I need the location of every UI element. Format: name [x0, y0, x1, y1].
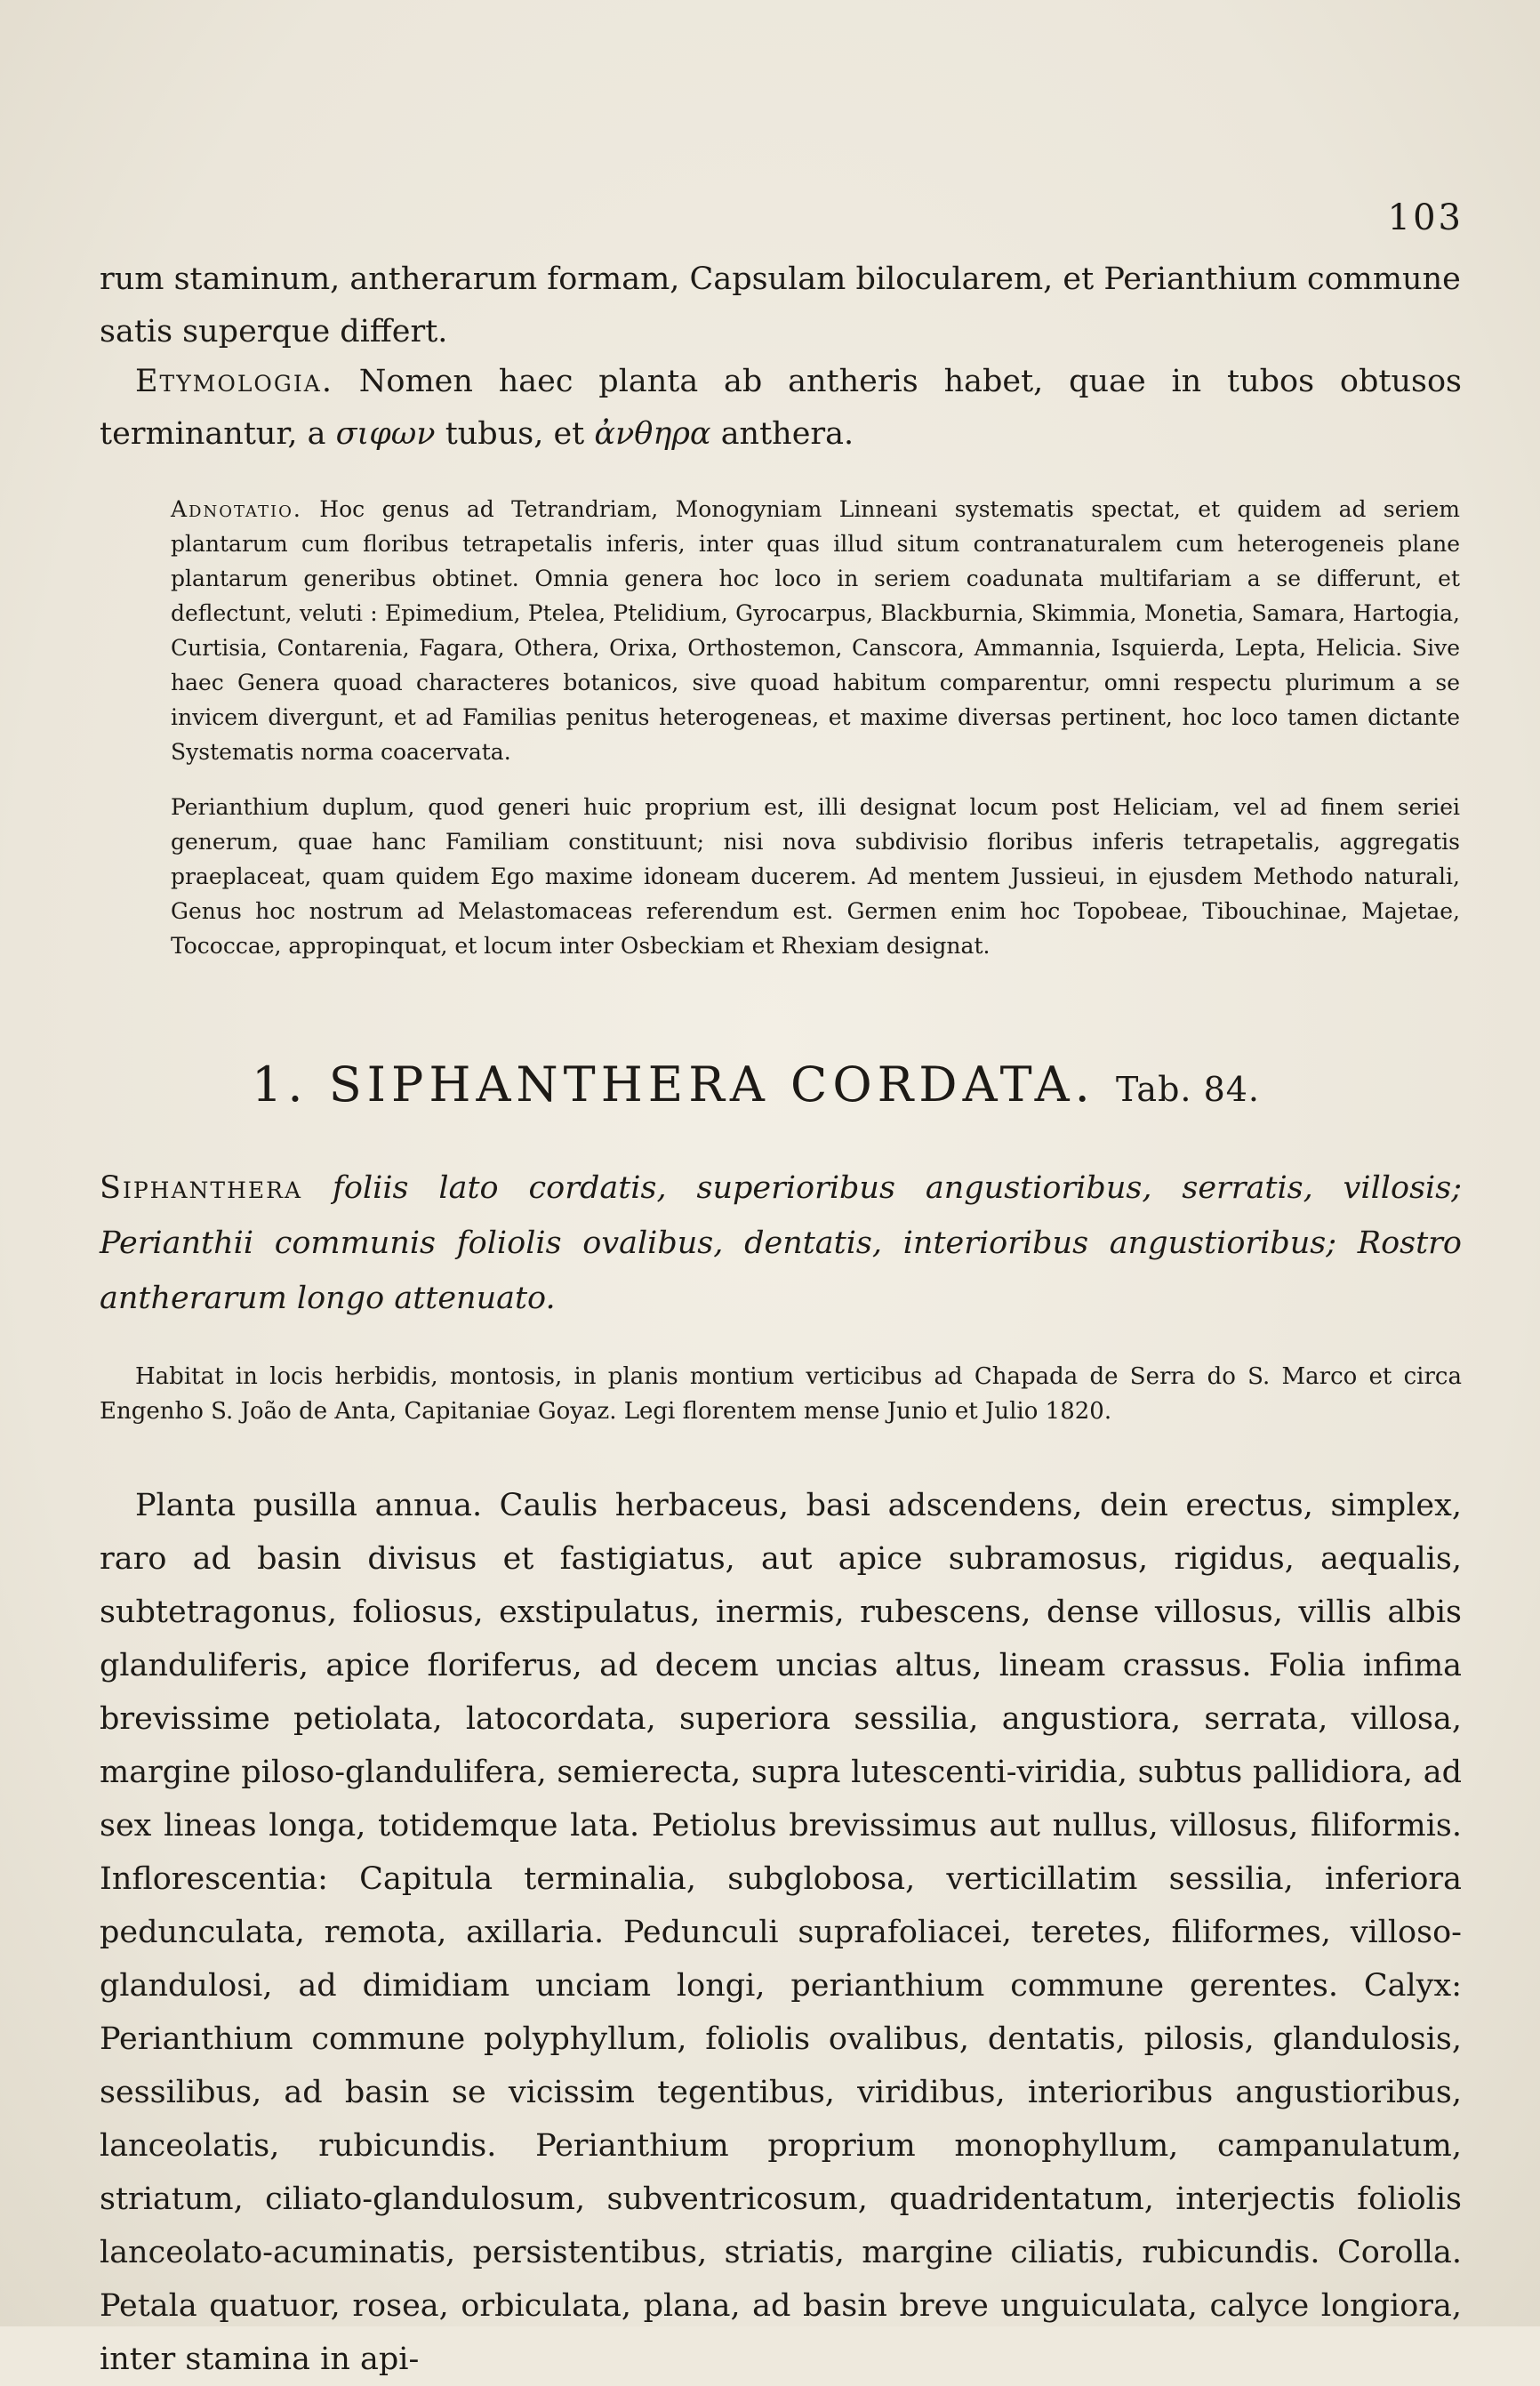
- top-line-1: rum staminum, antherarum formam, Capsulam bilocularem, et Perianthium commune: [100, 261, 1461, 297]
- species-name: SIPHANTHERA CORDATA.: [328, 1056, 1095, 1113]
- page-number: 103: [1387, 197, 1464, 238]
- etymologia-mid: tubus, et: [445, 416, 585, 452]
- etymologia-end: anthera.: [720, 416, 854, 452]
- habitat-paragraph: [100, 1360, 1462, 1428]
- greek-siphon: σιφων: [335, 416, 436, 452]
- plate-reference: Tab. 84.: [1116, 1070, 1260, 1109]
- species-number: 1.: [251, 1056, 309, 1113]
- diagnosis-genus: Siphanthera: [100, 1170, 303, 1206]
- description-text: Planta pusilla annua. Caulis herbaceus, basi adscendens, dein erectus, simplex, raro ad basin divisus et fastigiatus, aut apice subramosus, rigidus, aequalis, subtetragonus, foliosus, exstipulatus, inermis, rubescens, dense villosus, villis albis glanduliferis, apice floriferus, ad decem uncias altus, lineam crassus. Folia infima brevissime petiolata, latocordata, superiora sessilia, angustiora, serrata, villosa, margine piloso-glandulifera, semierecta, supra lutescenti-viridia, subtus pallidiora, ad sex lineas longa, totidemque lata. Petiolus brevissimus aut nullus, villosus, filiformis. Inflorescentia: Capitula terminalia, subglobosa, verticillatim sessilia, inferiora pedunculata, remota, axillaria. Pedunculi suprafoliacei, teretes, filiformes, villoso-glandulosi, ad dimidiam unciam longi, perianthium commune gerentes. Calyx: Perianthium commune polyphyllum, foliolis ovalibus, dentatis, pilosis, glandulosis, sessilibus, ad basin se vicissim tegentibus, viridibus, interioribus angustioribus, lanceolatis, rubicundis. Perianthium proprium monophyllum, campanulatum, striatum, ciliato-glandulosum, subventricosum, quadridentatum, interjectis foliolis lanceolato-acuminatis, persistentibus, striatis, margine ciliatis, rubicundis. Corolla. Petala quatuor, rosea, orbiculata, plana, ad basin breve unguiculata, calyce longiora, inter stamina in api-: [100, 1488, 1462, 2377]
- etymologia-label: Etymologia.: [135, 364, 333, 399]
- adnotatio-label: Adnotatio.: [171, 496, 302, 522]
- etymologia-text: Nomen haec planta ab antheris habet, quae in tubos obtusos terminantur, a: [100, 364, 1462, 452]
- perianthium-note-text: Perianthium duplum, quod generi huic proprium est, illi designat locum post Heliciam, vel ad finem seriei generum, quae hanc Familiam constituunt; nisi nova subdivisio floribus inferis tetrapetalis, aggregatis praeplaceat, quam quidem Ego maxime idoneam ducerem. Ad mentem Jussieui, in ejusdem Methodo naturali, Genus hoc nostrum ad Melastomaceas referendum est. Germen enim hoc Topobeae, Tibouchinae, Majetae, Tococcae, appropinquat, et locum inter Osbeckiam et Rhexiam designat.: [171, 794, 1460, 959]
- adnotatio-paragraph: [171, 492, 1460, 769]
- description-paragraph: [100, 1479, 1462, 2386]
- species-title: [133, 1054, 1378, 1121]
- diagnosis-paragraph: [100, 1161, 1462, 1326]
- top-line-2: satis superque differt.: [100, 314, 448, 349]
- habitat-text: Habitat in locis herbidis, montosis, in planis montium verticibus ad Chapada de Serra do S. Marco et circa Engenho S. João de Anta, Capitaniae Goyaz. Legi florentem mense Junio et Julio 1820.: [100, 1363, 1462, 1425]
- diagnosis-text: foliis lato cordatis, superioribus angustioribus, serratis, villosis; Perianthii communis foliolis ovalibus, dentatis, interioribus angustioribus; Rostro antherarum longo attenuato.: [100, 1170, 1462, 1316]
- greek-anthera: ἀνθηρα: [594, 416, 711, 452]
- continued-paragraph: [100, 253, 1462, 358]
- perianthium-note-paragraph: [171, 790, 1460, 963]
- adnotatio-text: Hoc genus ad Tetrandriam, Monogyniam Linneani systematis spectat, et quidem ad seriem plantarum cum floribus tetrapetalis inferis, inter quas illud situm contranaturalem cum heterogeneis plane plantarum generibus obtinet. Omnia genera hoc loco in seriem coadunata multifariam a se differunt, et deflectunt, veluti : Epimedium, Ptelea, Ptelidium, Gyrocarpus, Blackburnia, Skimmia, Monetia, Samara, Hartogia, Curtisia, Contarenia, Fagara, Othera, Orixa, Orthostemon, Canscora, Ammannia, Isquierda, Lepta, Helicia. Sive haec Genera quoad characteres botanicos, sive quoad habitum comparentur, omni respectu plurimum a se invicem divergunt, et ad Familias penitus heterogeneas, et maxime diversas pertinent, hoc loco tamen dictante Systematis norma coacervata.: [171, 496, 1460, 765]
- etymologia-paragraph: [100, 356, 1462, 461]
